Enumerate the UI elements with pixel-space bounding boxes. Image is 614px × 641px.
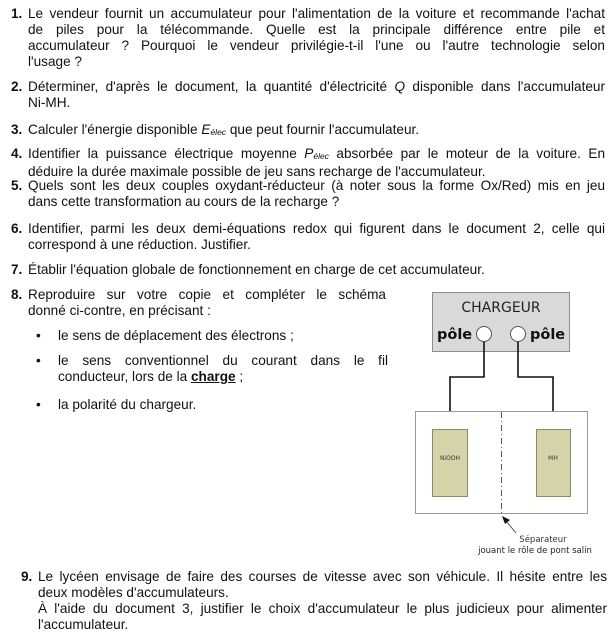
question-text-line: Quels sont les deux couples oxydant-réducteur (à noter sous la forme Ox/Red) mis en jeu <box>28 178 605 193</box>
text-segment: ; <box>235 369 244 384</box>
question-number: 2. <box>11 79 23 94</box>
bullet-text-line: le sens conventionnel du courant dans le fil <box>58 353 388 368</box>
question-text-line: Le lycéen envisage de faire des courses de vitesse avec son véhicule. Il hésite entre les <box>38 569 607 584</box>
electrode-right-label: MH <box>548 455 558 462</box>
question-text-line <box>28 146 605 164</box>
text-segment: Identifier la puissance électrique moyenne <box>28 146 305 161</box>
pole-left-terminal <box>477 327 492 342</box>
pole-left-label: pôle <box>437 327 473 343</box>
separator-pointer-line <box>506 521 516 533</box>
question-text-line: deux modèles d'accumulateurs. <box>38 585 229 600</box>
variable-q: Q <box>394 79 406 94</box>
bullet-icon: • <box>36 328 41 343</box>
question-number: 7. <box>11 262 23 277</box>
question-text-line: À l'aide du document 3, justifier le choix d'accumulateur le plus judicieux pour alimenter <box>38 601 607 616</box>
question-text-line: donné ci-contre, en précisant : <box>28 303 211 318</box>
text-segment: que peut fournir l'accumulateur. <box>226 122 420 137</box>
question-number: 3. <box>11 122 23 137</box>
question-number: 8. <box>11 287 23 302</box>
variable-subscript: élec <box>210 127 227 137</box>
text-segment: Déterminer, d'après le document, la quantité d'électricité <box>28 79 395 94</box>
electrode-right <box>537 430 571 497</box>
emphasis-charge: charge <box>191 369 236 384</box>
question-2 <box>11 79 605 111</box>
bullet-text: le sens de déplacement des électrons ; <box>58 328 294 343</box>
question-text-line: Le vendeur fournit un accumulateur pour l'alimentation de la voiture et recommande l'achat <box>28 6 605 21</box>
question-1 <box>11 6 605 70</box>
question-text-line: déduire la durée maximale possible de jeu sans recharge de l'accumulateur. <box>28 164 486 179</box>
pole-right-terminal <box>511 327 526 342</box>
separator-label-line1: Séparateur <box>519 535 567 545</box>
question-text-line: Établir l'équation globale de fonctionnement en charge de cet accumulateur. <box>28 262 485 277</box>
question-5 <box>11 178 605 210</box>
question-number: 1. <box>11 6 23 21</box>
question-text-line: l'usage ? <box>28 54 82 69</box>
text-segment: absorbée par le moteur de la voiture. En <box>328 146 605 161</box>
question-number: 4. <box>11 146 23 161</box>
question-number: 9. <box>21 569 33 584</box>
bullet-icon: • <box>36 353 41 368</box>
electrode-left-label: NiOOH <box>439 455 461 462</box>
question-text-line: l'accumulateur. <box>38 617 129 632</box>
question-8 <box>11 287 386 319</box>
electrode-left <box>433 430 468 497</box>
arrow-head-icon <box>502 516 510 524</box>
question-text-line: Ni-MH. <box>28 95 71 110</box>
charger-label: CHARGEUR <box>461 300 541 316</box>
variable-subscript: élec <box>313 151 329 161</box>
question-9 <box>21 569 607 633</box>
variable-e-elec <box>201 122 226 137</box>
question-4 <box>11 146 605 180</box>
question-text-line: Reproduire sur votre copie et compléter le schéma <box>28 287 386 302</box>
bullet-icon: • <box>36 397 41 412</box>
question-number: 6. <box>11 221 23 236</box>
question-text-line: Identifier, parmi les deux demi-équations redox qui figurent dans le document 2, celle qui <box>28 221 605 236</box>
question-text-line <box>28 79 605 95</box>
variable-symbol: P <box>304 146 314 161</box>
question-7 <box>11 262 605 278</box>
pole-right-label: pôle <box>530 327 566 343</box>
bullet-text: la polarité du chargeur. <box>58 397 197 412</box>
question-text-line: de piles pour la télécommande. Quelle est la principale différence entre pile et <box>28 22 605 37</box>
text-segment: conducteur, lors de la <box>58 369 191 384</box>
question-6 <box>11 221 605 253</box>
text-segment: disponible dans l'accumulateur <box>405 79 605 94</box>
question-number: 5. <box>11 178 23 193</box>
question-text-line: accumulateur ? Pourquoi le vendeur privilégie-t-il l'une ou l'autre technologie selon <box>28 38 605 53</box>
bullet-text-line <box>58 369 388 385</box>
separator-label-line2: jouant le rôle de pont salin <box>478 546 592 556</box>
variable-p-elec <box>304 146 329 161</box>
bullet-text <box>58 353 388 385</box>
variable-symbol: E <box>201 122 211 137</box>
question-3 <box>11 122 605 140</box>
question-text-line <box>28 122 605 140</box>
text-segment: Calculer l'énergie disponible <box>28 122 202 137</box>
question-text-line: correspond à une réduction. Justifier. <box>28 237 251 252</box>
question-text-line: dans cette transformation au cours de la recharge ? <box>28 194 340 209</box>
